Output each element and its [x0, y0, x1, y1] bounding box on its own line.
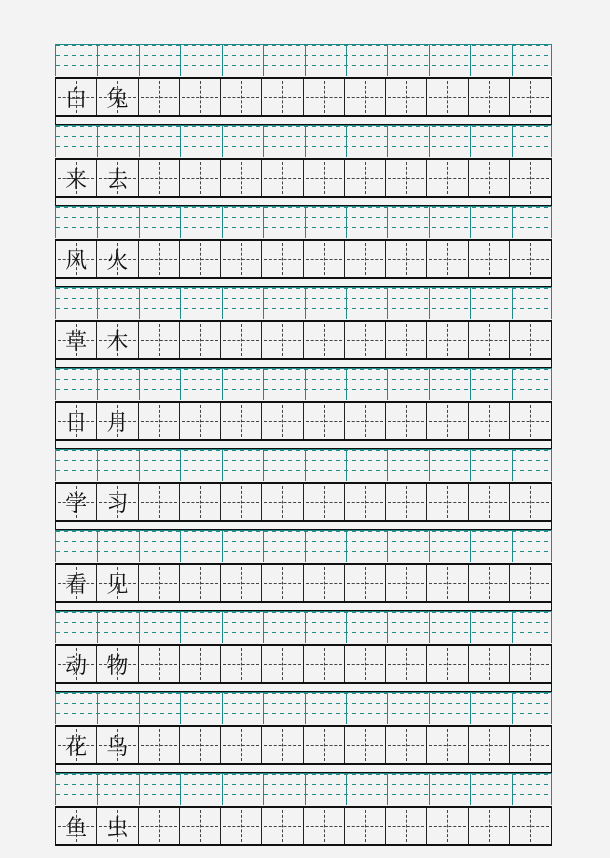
tianzige-cell: [139, 484, 180, 520]
pinyin-divider: [346, 531, 347, 562]
tianzige-row: [55, 563, 552, 603]
tianzige-cell: [262, 160, 303, 196]
pinyin-line-band: [55, 206, 552, 238]
tianzige-cell: [469, 403, 510, 439]
tianzige-cell: [56, 646, 97, 682]
pinyin-divider: [97, 45, 98, 76]
tianzige-cell: [510, 79, 551, 115]
tianzige-cell: [304, 727, 345, 763]
pinyin-divider: [139, 207, 140, 238]
practice-character: 鱼: [65, 815, 88, 841]
tianzige-cell: [469, 484, 510, 520]
tianzige-cell: [345, 484, 386, 520]
pinyin-divider: [305, 612, 306, 643]
pinyin-divider: [222, 369, 223, 400]
pinyin-divider: [139, 369, 140, 400]
pinyin-divider: [180, 693, 181, 724]
pinyin-divider: [470, 774, 471, 805]
tianzige-cell: [180, 160, 221, 196]
pinyin-divider: [387, 126, 388, 157]
tianzige-cell: [139, 565, 180, 601]
pinyin-divider: [387, 450, 388, 481]
tianzige-cell: [56, 79, 97, 115]
pinyin-divider: [346, 288, 347, 319]
pinyin-divider: [429, 693, 430, 724]
pinyin-divider: [470, 369, 471, 400]
tianzige-cell: [180, 79, 221, 115]
pinyin-divider: [180, 207, 181, 238]
tianzige-cell: [386, 160, 427, 196]
tianzige-cell: [427, 484, 468, 520]
pinyin-divider: [429, 207, 430, 238]
row-spacer: [55, 765, 552, 773]
tianzige-cell: [386, 808, 427, 844]
tianzige-cell: [262, 79, 303, 115]
tianzige-row: [55, 482, 552, 522]
tianzige-cell: [510, 484, 551, 520]
practice-character: 来: [65, 167, 88, 193]
row-spacer: [55, 279, 552, 287]
tianzige-cell: [386, 241, 427, 277]
pinyin-divider: [263, 612, 264, 643]
tianzige-cell: [510, 646, 551, 682]
tianzige-row: [55, 725, 552, 765]
row-spacer: [55, 117, 552, 125]
tianzige-cell: [97, 160, 138, 196]
pinyin-line-band: [55, 44, 552, 76]
pinyin-divider: [180, 450, 181, 481]
pinyin-divider: [429, 369, 430, 400]
tianzige-cell: [427, 241, 468, 277]
pinyin-divider: [387, 693, 388, 724]
tianzige-cell: [221, 160, 262, 196]
pinyin-divider: [470, 612, 471, 643]
tianzige-cell: [345, 79, 386, 115]
tianzige-cell: [304, 565, 345, 601]
tianzige-cell: [221, 403, 262, 439]
practice-character: 看: [65, 572, 88, 598]
pinyin-divider: [512, 531, 513, 562]
tianzige-cell: [97, 565, 138, 601]
practice-character: 虫: [106, 815, 129, 841]
practice-character: 风: [65, 248, 88, 274]
tianzige-cell: [56, 727, 97, 763]
pinyin-divider: [470, 207, 471, 238]
pinyin-divider: [346, 774, 347, 805]
pinyin-divider: [512, 369, 513, 400]
tianzige-cell: [427, 565, 468, 601]
pinyin-divider: [139, 774, 140, 805]
tianzige-cell: [180, 646, 221, 682]
tianzige-row: [55, 806, 552, 846]
pinyin-divider: [139, 531, 140, 562]
pinyin-line-band: [55, 287, 552, 319]
tianzige-cell: [97, 646, 138, 682]
pinyin-divider: [305, 207, 306, 238]
pinyin-divider: [470, 450, 471, 481]
pinyin-divider: [180, 369, 181, 400]
tianzige-cell: [427, 79, 468, 115]
practice-character: 见: [106, 572, 129, 598]
pinyin-divider: [222, 126, 223, 157]
pinyin-divider: [512, 207, 513, 238]
tianzige-cell: [221, 727, 262, 763]
pinyin-line-band: [55, 611, 552, 643]
tianzige-cell: [180, 565, 221, 601]
pinyin-line-band: [55, 530, 552, 562]
pinyin-divider: [512, 45, 513, 76]
tianzige-cell: [262, 565, 303, 601]
tianzige-row: [55, 401, 552, 441]
tianzige-cell: [221, 808, 262, 844]
tianzige-cell: [469, 808, 510, 844]
pinyin-divider: [470, 45, 471, 76]
tianzige-cell: [510, 565, 551, 601]
pinyin-divider: [305, 774, 306, 805]
pinyin-divider: [346, 450, 347, 481]
pinyin-divider: [512, 612, 513, 643]
row-spacer: [55, 360, 552, 368]
pinyin-divider: [387, 45, 388, 76]
tianzige-cell: [510, 160, 551, 196]
tianzige-cell: [180, 403, 221, 439]
pinyin-divider: [346, 126, 347, 157]
pinyin-divider: [387, 531, 388, 562]
tianzige-cell: [139, 403, 180, 439]
pinyin-divider: [180, 531, 181, 562]
tianzige-cell: [386, 79, 427, 115]
pinyin-divider: [512, 774, 513, 805]
pinyin-divider: [180, 774, 181, 805]
tianzige-cell: [221, 646, 262, 682]
tianzige-cell: [386, 322, 427, 358]
row-spacer: [55, 441, 552, 449]
pinyin-divider: [470, 693, 471, 724]
pinyin-divider: [387, 774, 388, 805]
tianzige-cell: [221, 79, 262, 115]
pinyin-divider: [97, 612, 98, 643]
pinyin-divider: [97, 207, 98, 238]
tianzige-cell: [180, 241, 221, 277]
tianzige-cell: [386, 484, 427, 520]
tianzige-cell: [139, 160, 180, 196]
tianzige-cell: [262, 241, 303, 277]
practice-character: 鸟: [106, 734, 129, 760]
pinyin-line-band: [55, 692, 552, 724]
pinyin-divider: [429, 288, 430, 319]
row-spacer: [55, 198, 552, 206]
pinyin-divider: [346, 369, 347, 400]
tianzige-cell: [510, 241, 551, 277]
practice-character: 木: [106, 329, 129, 355]
pinyin-divider: [346, 45, 347, 76]
tianzige-cell: [221, 322, 262, 358]
tianzige-cell: [139, 322, 180, 358]
pinyin-divider: [263, 126, 264, 157]
tianzige-cell: [304, 646, 345, 682]
row-spacer: [55, 603, 552, 611]
pinyin-divider: [222, 774, 223, 805]
tianzige-cell: [97, 403, 138, 439]
pinyin-divider: [180, 45, 181, 76]
tianzige-cell: [262, 484, 303, 520]
tianzige-row: [55, 158, 552, 198]
pinyin-divider: [97, 288, 98, 319]
tianzige-cell: [221, 565, 262, 601]
tianzige-cell: [56, 565, 97, 601]
tianzige-cell: [345, 727, 386, 763]
tianzige-cell: [345, 565, 386, 601]
practice-character: 物: [106, 653, 129, 679]
pinyin-divider: [305, 450, 306, 481]
pinyin-divider: [263, 288, 264, 319]
pinyin-divider: [305, 126, 306, 157]
pinyin-divider: [429, 612, 430, 643]
tianzige-cell: [469, 646, 510, 682]
practice-character: 日: [65, 410, 88, 436]
practice-character: 火: [106, 248, 129, 274]
tianzige-cell: [427, 808, 468, 844]
tianzige-cell: [56, 241, 97, 277]
tianzige-cell: [386, 727, 427, 763]
pinyin-divider: [139, 126, 140, 157]
practice-character: 去: [106, 167, 129, 193]
pinyin-divider: [429, 126, 430, 157]
pinyin-divider: [263, 531, 264, 562]
tianzige-cell: [345, 160, 386, 196]
pinyin-divider: [387, 369, 388, 400]
pinyin-divider: [305, 531, 306, 562]
tianzige-row: [55, 644, 552, 684]
tianzige-cell: [427, 403, 468, 439]
pinyin-divider: [180, 612, 181, 643]
tianzige-cell: [386, 646, 427, 682]
tianzige-row: [55, 239, 552, 279]
tianzige-cell: [97, 484, 138, 520]
pinyin-line-band: [55, 449, 552, 481]
tianzige-cell: [56, 403, 97, 439]
pinyin-divider: [97, 774, 98, 805]
tianzige-cell: [345, 322, 386, 358]
practice-character: 习: [106, 491, 129, 517]
pinyin-divider: [470, 126, 471, 157]
tianzige-cell: [304, 241, 345, 277]
tianzige-cell: [469, 727, 510, 763]
practice-character: 学: [65, 491, 88, 517]
pinyin-divider: [305, 288, 306, 319]
practice-character: 花: [65, 734, 88, 760]
pinyin-divider: [263, 693, 264, 724]
tianzige-cell: [510, 403, 551, 439]
pinyin-divider: [346, 693, 347, 724]
tianzige-cell: [139, 808, 180, 844]
practice-character: 草: [65, 329, 88, 355]
tianzige-cell: [180, 322, 221, 358]
pinyin-divider: [222, 693, 223, 724]
tianzige-cell: [304, 808, 345, 844]
pinyin-divider: [139, 288, 140, 319]
tianzige-row: [55, 320, 552, 360]
tianzige-cell: [304, 322, 345, 358]
pinyin-divider: [512, 693, 513, 724]
tianzige-cell: [262, 322, 303, 358]
tianzige-cell: [262, 727, 303, 763]
pinyin-divider: [222, 531, 223, 562]
tianzige-row: [55, 77, 552, 117]
pinyin-divider: [139, 450, 140, 481]
tianzige-cell: [56, 484, 97, 520]
pinyin-divider: [305, 369, 306, 400]
pinyin-divider: [97, 531, 98, 562]
tianzige-cell: [345, 403, 386, 439]
tianzige-cell: [97, 727, 138, 763]
practice-character: 月: [106, 410, 129, 436]
tianzige-cell: [386, 565, 427, 601]
pinyin-divider: [222, 612, 223, 643]
pinyin-divider: [346, 207, 347, 238]
tianzige-cell: [345, 646, 386, 682]
pinyin-divider: [470, 531, 471, 562]
pinyin-divider: [97, 693, 98, 724]
pinyin-divider: [512, 288, 513, 319]
tianzige-cell: [262, 403, 303, 439]
pinyin-line-band: [55, 125, 552, 157]
tianzige-cell: [139, 241, 180, 277]
tianzige-cell: [427, 322, 468, 358]
pinyin-divider: [387, 288, 388, 319]
tianzige-cell: [510, 322, 551, 358]
tianzige-cell: [510, 727, 551, 763]
tianzige-cell: [304, 484, 345, 520]
tianzige-cell: [56, 160, 97, 196]
tianzige-cell: [139, 646, 180, 682]
tianzige-cell: [304, 403, 345, 439]
tianzige-cell: [97, 322, 138, 358]
tianzige-cell: [427, 727, 468, 763]
tianzige-cell: [139, 727, 180, 763]
pinyin-divider: [180, 288, 181, 319]
tianzige-cell: [180, 727, 221, 763]
pinyin-divider: [305, 693, 306, 724]
tianzige-cell: [345, 808, 386, 844]
pinyin-divider: [222, 288, 223, 319]
pinyin-divider: [263, 207, 264, 238]
pinyin-divider: [470, 288, 471, 319]
tianzige-cell: [139, 79, 180, 115]
pinyin-divider: [387, 207, 388, 238]
tianzige-cell: [180, 484, 221, 520]
pinyin-divider: [263, 369, 264, 400]
tianzige-cell: [221, 484, 262, 520]
tianzige-cell: [262, 808, 303, 844]
tianzige-cell: [97, 808, 138, 844]
pinyin-divider: [429, 450, 430, 481]
tianzige-cell: [345, 241, 386, 277]
pinyin-divider: [139, 45, 140, 76]
pinyin-divider: [97, 450, 98, 481]
pinyin-divider: [97, 369, 98, 400]
pinyin-divider: [512, 126, 513, 157]
pinyin-divider: [222, 45, 223, 76]
tianzige-cell: [262, 646, 303, 682]
pinyin-divider: [387, 612, 388, 643]
pinyin-divider: [139, 693, 140, 724]
tianzige-cell: [304, 79, 345, 115]
tianzige-cell: [469, 160, 510, 196]
tianzige-cell: [97, 241, 138, 277]
tianzige-cell: [304, 160, 345, 196]
pinyin-divider: [305, 45, 306, 76]
practice-character: 动: [65, 653, 88, 679]
tianzige-cell: [427, 646, 468, 682]
tianzige-cell: [180, 808, 221, 844]
row-spacer: [55, 684, 552, 692]
tianzige-cell: [56, 322, 97, 358]
pinyin-divider: [222, 207, 223, 238]
practice-character: 白: [65, 86, 88, 112]
pinyin-divider: [429, 45, 430, 76]
pinyin-line-band: [55, 368, 552, 400]
tianzige-cell: [97, 79, 138, 115]
tianzige-cell: [469, 565, 510, 601]
pinyin-divider: [263, 450, 264, 481]
pinyin-divider: [139, 612, 140, 643]
pinyin-line-band: [55, 773, 552, 805]
pinyin-divider: [429, 531, 430, 562]
tianzige-cell: [221, 241, 262, 277]
practice-character: 兔: [106, 86, 129, 112]
pinyin-divider: [429, 774, 430, 805]
tianzige-cell: [386, 403, 427, 439]
pinyin-divider: [263, 774, 264, 805]
pinyin-divider: [346, 612, 347, 643]
tianzige-cell: [469, 79, 510, 115]
pinyin-divider: [263, 45, 264, 76]
pinyin-divider: [97, 126, 98, 157]
tianzige-cell: [510, 808, 551, 844]
pinyin-divider: [180, 126, 181, 157]
tianzige-cell: [469, 241, 510, 277]
pinyin-divider: [222, 450, 223, 481]
tianzige-cell: [469, 322, 510, 358]
row-spacer: [55, 522, 552, 530]
tianzige-cell: [427, 160, 468, 196]
tianzige-cell: [56, 808, 97, 844]
pinyin-divider: [512, 450, 513, 481]
